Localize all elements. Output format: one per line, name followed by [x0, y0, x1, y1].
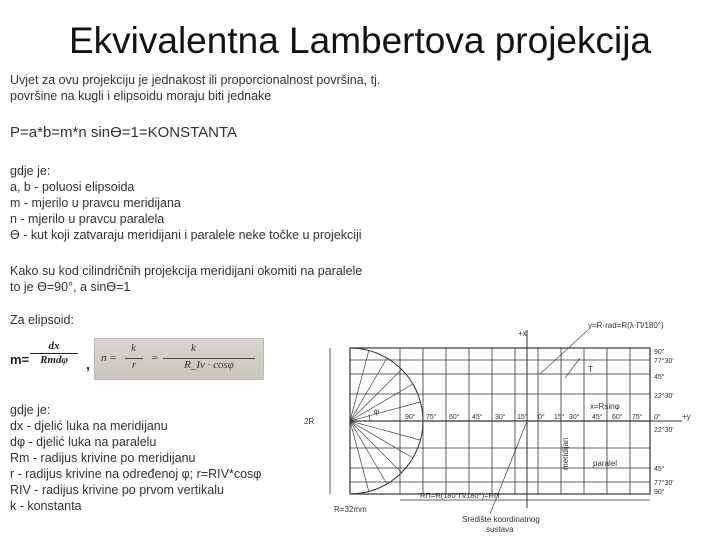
definition-item: dφ - djelić luka na paralelu [10, 435, 157, 449]
definition-item: n - mjerilo u pravcu paralela [10, 212, 165, 226]
scan-den2: R_Iv · cosφ [163, 358, 255, 371]
scanned-formula-image [94, 338, 264, 380]
definition-item: dx - djelić luka na meridijanu [10, 419, 168, 433]
center-label-2: sustava [486, 525, 514, 534]
latitude-labels [654, 348, 674, 496]
definitions2-list [10, 418, 261, 514]
definition-item: k - konstanta [10, 499, 82, 513]
svg-text:77°30': 77°30' [654, 358, 674, 365]
t-leader [565, 358, 580, 378]
paralel-label: paralel [593, 459, 618, 468]
svg-text:30°: 30° [495, 414, 506, 421]
m-fraction [30, 340, 78, 366]
slide-title: Ekvivalentna Lambertova projekcija [68, 20, 652, 61]
definition-item: m - mjerilo u pravcu meridijana [10, 196, 181, 210]
t-label: T [588, 365, 593, 374]
intro-line-1: Uvjet za ovu projekciju je jednakost ili proporcionalnost površina, tj. [10, 73, 381, 87]
intro-line-2: površine na kugli i elipsoidu moraju biti jednake [10, 89, 272, 103]
m-label: m= [10, 352, 30, 367]
m-numerator: dx [30, 340, 78, 354]
svg-text:77°30': 77°30' [654, 480, 674, 487]
top-equation-leader [540, 330, 588, 374]
scan-k: k [131, 342, 136, 354]
equator-labels [405, 413, 661, 421]
svg-text:15°: 15° [554, 414, 565, 421]
svg-text:60°: 60° [449, 414, 460, 421]
scan-k2: k [191, 342, 196, 354]
x-equation: x=Rsinφ [590, 402, 620, 411]
ellipsoid-heading: Za elipsoid: [10, 313, 74, 327]
svg-text:90°: 90° [654, 489, 665, 496]
svg-text:60°: 60° [612, 414, 623, 421]
svg-text:45°: 45° [472, 414, 483, 421]
svg-text:30°: 30° [569, 414, 580, 421]
top-equation: y=R·rad=R(λ·Π/180°) [588, 321, 664, 330]
gdje-heading: gdje je: [10, 164, 51, 178]
definition-item: Rm - radijus krivine po meridijanu [10, 451, 196, 465]
cylinder-note-2: to je ϴ=90°, a sinϴ=1 [10, 280, 131, 294]
plus-x-label: +x [518, 329, 527, 338]
definitions-list [10, 179, 362, 243]
meridijan-label: meridijan [561, 437, 570, 470]
svg-text:45°: 45° [654, 374, 665, 381]
definition-item: RIV - radijus krivine po prvom vertikalu [10, 483, 224, 497]
svg-text:90°: 90° [654, 349, 665, 356]
svg-text:45°: 45° [654, 466, 665, 473]
svg-text:45°: 45° [592, 414, 603, 421]
cylinder-note-1: Kako su kod cilindričnih projekcija meridijani okomiti na paralele [10, 264, 363, 278]
svg-text:90°: 90° [405, 414, 416, 421]
cylindrical-projection-diagram [290, 318, 710, 540]
scan-eq2: = [151, 352, 159, 364]
formula-comma: , [86, 356, 90, 372]
definition-item: r - radijus krivine na određenoj φ; r=RIV*cosφ [10, 467, 262, 481]
semicircle-radii [350, 350, 423, 492]
definition-item: a, b - poluosi elipsoida [10, 180, 135, 194]
center-label-1: Središte koordinatnog [462, 515, 540, 524]
svg-text:0°: 0° [538, 414, 545, 421]
svg-text:22°30': 22°30' [654, 393, 674, 400]
phi-label: φ [374, 407, 380, 416]
left-2R-label: 2R [304, 417, 315, 426]
definition-item: ϴ - kut koji zatvaraju meridijani i paralele neke točke u projekciji [10, 228, 362, 242]
scan-r: r [125, 358, 143, 371]
gdje2-heading: gdje je: [10, 403, 51, 417]
scan-n-eq: n = [101, 352, 117, 364]
svg-text:75°: 75° [632, 414, 643, 421]
svg-text:15°: 15° [517, 414, 528, 421]
svg-text:0°: 0° [654, 414, 661, 421]
svg-text:22°30': 22°30' [654, 427, 674, 434]
svg-text:75°: 75° [426, 414, 437, 421]
bottom-equation: RΠ=R(180°Π/180°)=RΠ [420, 491, 500, 500]
m-denominator: Rmdφ [40, 354, 68, 366]
area-formula: P=a*b=m*n sinϴ=1=KONSTANTA [10, 124, 238, 141]
r-label: R=32mm [334, 505, 367, 514]
plus-y-label: +y [682, 412, 691, 421]
